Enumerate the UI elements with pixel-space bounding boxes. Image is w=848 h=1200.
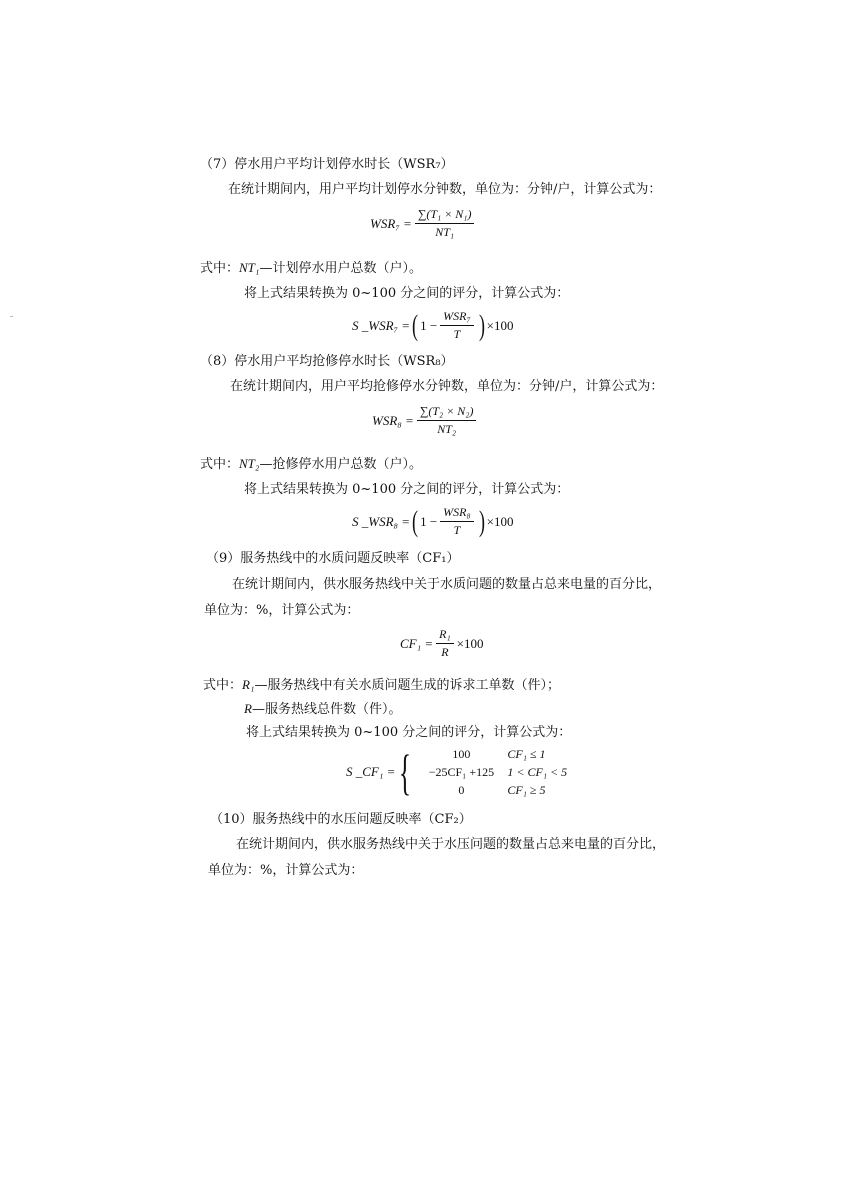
left-paren: ( xyxy=(412,308,419,342)
section-7-description: 在统计期间内，用户平均计划停水分钟数，单位为：分钟/户，计算公式为： xyxy=(228,182,662,197)
denominator: NT₂ xyxy=(437,422,457,436)
where-definition: —服务热线总件数（件）。 xyxy=(251,702,402,717)
numerator: WSR₈ xyxy=(440,505,474,522)
where-definition: —抢修停水用户总数（户）。 xyxy=(259,457,422,472)
fraction xyxy=(436,627,454,660)
formula-one: 1 − xyxy=(420,317,438,333)
denominator: T xyxy=(453,327,461,341)
section-9-heading: （9）服务热线中的水质问题反映率（CF₁） xyxy=(206,551,460,566)
formula-s-cf1 xyxy=(346,746,577,798)
where-prefix: 式中： xyxy=(200,457,240,472)
formula-lhs: S _CF₁ = xyxy=(346,764,396,779)
case-value: 100 xyxy=(452,747,471,761)
fraction xyxy=(440,505,474,538)
formula-lhs: WSR₈ = xyxy=(372,412,414,428)
numerator: WSR₇ xyxy=(440,309,474,326)
formula-s-wsr8 xyxy=(352,505,514,538)
formula-lhs: CF₁ = xyxy=(400,635,434,651)
section-8-description: 在统计期间内，用户平均抢修停水分钟数，单位为：分钟/户，计算公式为： xyxy=(230,379,664,394)
denominator: NT₁ xyxy=(435,225,455,239)
where-prefix: 式中： xyxy=(203,678,243,693)
right-paren: ) xyxy=(478,504,485,538)
section-8-convert: 将上式结果转换为 0~100 分之间的评分，计算公式为： xyxy=(244,482,570,497)
formula-s-wsr7 xyxy=(352,309,514,342)
case-value: 0 xyxy=(458,783,465,797)
section-7-where xyxy=(200,259,422,278)
cases-table xyxy=(415,746,577,798)
section-8-where xyxy=(200,455,422,474)
left-brace: { xyxy=(399,744,412,800)
where-definition: —计划停水用户总数（户）。 xyxy=(259,261,422,276)
section-9-description-line-1: 在统计期间内，供水服务热线中关于水质问题的数量占总来电量的百分比， xyxy=(232,577,662,592)
denominator: T xyxy=(453,523,461,537)
formula-lhs: S _WSR₇ = xyxy=(352,317,411,333)
section-10-description-line-2: 单位为：%，计算公式为： xyxy=(208,863,364,878)
section-9-convert: 将上式结果转换为 0~100 分之间的评分，计算公式为： xyxy=(246,725,572,740)
fraction xyxy=(440,309,474,342)
formula-lhs: WSR₇ = xyxy=(370,215,412,231)
formula-tail: ×100 xyxy=(486,513,514,529)
section-9-where-1 xyxy=(203,676,560,695)
formula-wsr7 xyxy=(370,207,477,240)
section-10-description-line-1: 在统计期间内，供水服务热线中关于水压问题的数量占总来电量的百分比， xyxy=(236,837,666,852)
scan-speck xyxy=(10,316,13,317)
where-prefix: 式中： xyxy=(200,261,240,276)
fraction xyxy=(415,207,475,240)
denominator: R xyxy=(441,645,449,659)
case-condition: 1 < CF₁ < 5 xyxy=(507,765,568,779)
section-7-convert: 将上式结果转换为 0~100 分之间的评分，计算公式为： xyxy=(244,286,570,301)
where-variable: R₁ xyxy=(242,677,255,692)
formula-one: 1 − xyxy=(420,513,438,529)
numerator: ∑(T₁ × N₁) xyxy=(415,207,475,224)
case-condition: CF₁ ≤ 1 xyxy=(507,747,546,761)
where-definition: —服务热线中有关水质问题生成的诉求工单数（件）； xyxy=(254,678,560,693)
formula-lhs: S _WSR₈ = xyxy=(352,513,411,529)
section-7-heading: （7）停水用户平均计划停水时长（WSR₇） xyxy=(200,157,454,172)
case-condition: CF₁ ≥ 5 xyxy=(507,783,546,797)
where-variable: NT₂ xyxy=(239,456,260,471)
right-paren: ) xyxy=(478,308,485,342)
where-variable: R xyxy=(244,701,252,716)
formula-cf1 xyxy=(400,627,484,660)
formula-tail: ×100 xyxy=(486,317,514,333)
section-9-description-line-2: 单位为：%，计算公式为： xyxy=(204,603,360,618)
numerator: ∑(T₂ × N₂) xyxy=(417,404,477,421)
left-paren: ( xyxy=(412,504,419,538)
numerator: R₁ xyxy=(436,627,454,644)
where-variable: NT₁ xyxy=(239,260,260,275)
formula-tail: ×100 xyxy=(456,635,484,651)
section-9-where-2 xyxy=(244,700,401,719)
fraction xyxy=(417,404,477,437)
piecewise xyxy=(395,746,577,798)
formula-wsr8 xyxy=(372,404,479,437)
section-8-heading: （8）停水用户平均抢修停水时长（WSR₈） xyxy=(200,354,454,369)
case-value: −25CF₁ +125 xyxy=(428,765,495,779)
section-10-heading: （10）服务热线中的水压问题反映率（CF₂） xyxy=(210,812,472,827)
